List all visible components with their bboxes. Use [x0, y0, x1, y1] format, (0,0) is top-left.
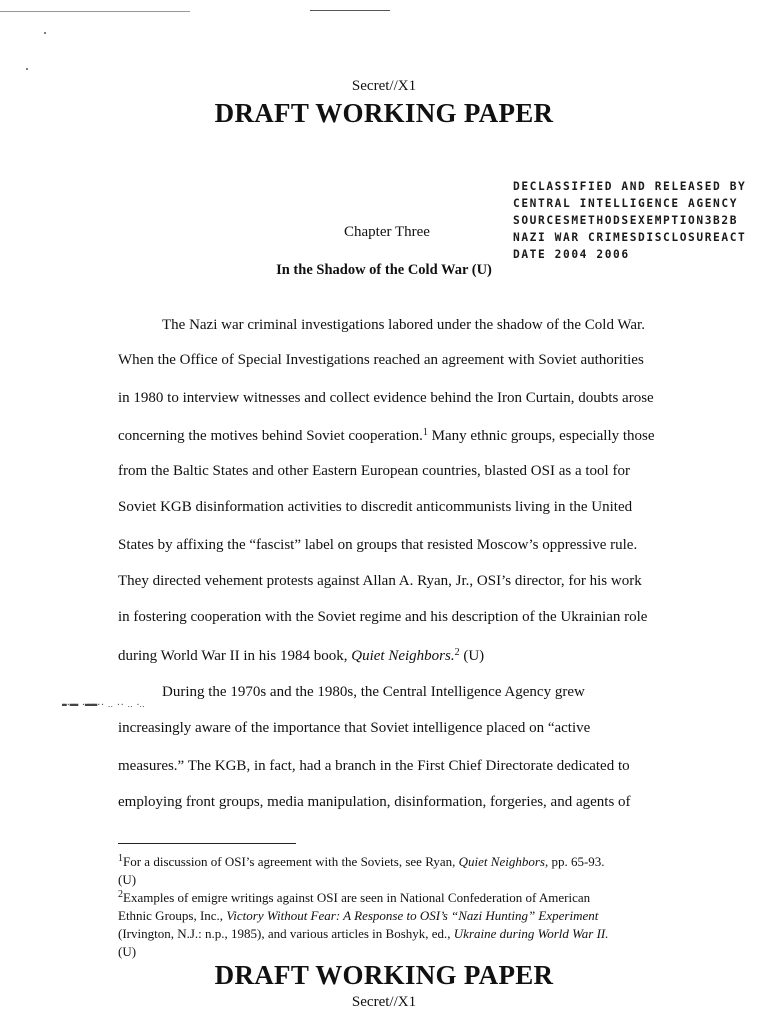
scan-line-top-left — [0, 11, 190, 12]
stamp-line: DECLASSIFIED AND RELEASED BY — [513, 180, 747, 193]
stamp-line: CENTRAL INTELLIGENCE AGENCY — [513, 197, 739, 210]
body-line: in fostering cooperation with the Soviet regime and his description of the Ukrainian role — [118, 609, 648, 625]
stamp-line: SOURCESMETHODSEXEMPTION3B2B — [513, 214, 739, 227]
footer-title: DRAFT WORKING PAPER — [214, 960, 554, 990]
declassification-stamp — [513, 178, 746, 263]
footnote-rule — [118, 843, 296, 844]
body-line: in 1980 to interview witnesses and collect evidence behind the Iron Curtain, doubts arose — [118, 390, 654, 406]
scan-speck — [26, 68, 28, 70]
body-line: measures.” The KGB, in fact, had a branch in the First Chief Directorate dedicated to — [118, 758, 630, 774]
body-line: employing front groups, media manipulation, disinformation, forgeries, and agents of — [118, 794, 631, 810]
body-line: During the 1970s and the 1980s, the Central Intelligence Agency grew — [162, 684, 585, 700]
stamp-line: DATE 2004 2006 — [513, 248, 630, 261]
body-line: from the Baltic States and other Eastern European countries, blasted OSI as a tool for — [118, 463, 630, 479]
header-classification: Secret//X1 — [351, 78, 417, 94]
body-line: States by affixing the “fascist” label on groups that resisted Moscow’s oppressive rule. — [118, 537, 638, 553]
footnote-2-line3: (Irvington, N.J.: n.p., 1985), and various articles in Boshyk, ed., Ukraine during World War II. — [118, 926, 609, 941]
header-title: DRAFT WORKING PAPER — [214, 98, 554, 128]
chapter-title: In the Shadow of the Cold War (U) — [276, 262, 492, 278]
footnote-ref-2: 2 — [454, 647, 460, 658]
scan-line-top-center — [310, 10, 390, 11]
body-line: Soviet KGB disinformation activities to discredit anticommunists living in the United — [118, 499, 633, 515]
scan-speck — [44, 32, 46, 34]
footer-classification: Secret//X1 — [351, 994, 417, 1010]
body-line: They directed vehement protests against Allan A. Ryan, Jr., OSI’s director, for his work — [118, 573, 642, 589]
footnote-1: $^1$For a discussion of OSI’s agreement with the Soviets, see Ryan, Quiet Neighbors, pp. 65-93. — [118, 853, 605, 869]
footnote-2-mark: (U) — [118, 944, 137, 959]
body-line: during World War II in his 1984 book, Quiet Neighbors.$^2$ (U) — [118, 647, 485, 664]
body-line: When the Office of Special Investigations reached an agreement with Soviet authorities — [118, 352, 644, 368]
footnote-1-mark: (U) — [118, 872, 137, 887]
footnote-2: $^2$Examples of emigre writings against OSI are seen in National Confederation of American — [118, 889, 591, 905]
scan-bleed-artifact: ▬·▬▬ ·▬▬▬·· ‥ ·· ‥ ·‥ — [62, 700, 144, 709]
body-line: The Nazi war criminal investigations labored under the shadow of the Cold War. — [162, 317, 645, 333]
stamp-line: NAZI WAR CRIMESDISCLOSUREACT — [513, 231, 747, 244]
footnote-ref-1: 1 — [422, 427, 428, 438]
body-line: concerning the motives behind Soviet cooperation.$^1$ Many ethnic groups, especially those — [118, 427, 655, 444]
footnote-2-line2: Ethnic Groups, Inc., Victory Without Fear: A Response to OSI’s “Nazi Hunting” Experiment — [118, 908, 599, 923]
body-line: increasingly aware of the importance that Soviet intelligence placed on “active — [118, 720, 591, 736]
chapter-label: Chapter Three — [344, 224, 430, 240]
